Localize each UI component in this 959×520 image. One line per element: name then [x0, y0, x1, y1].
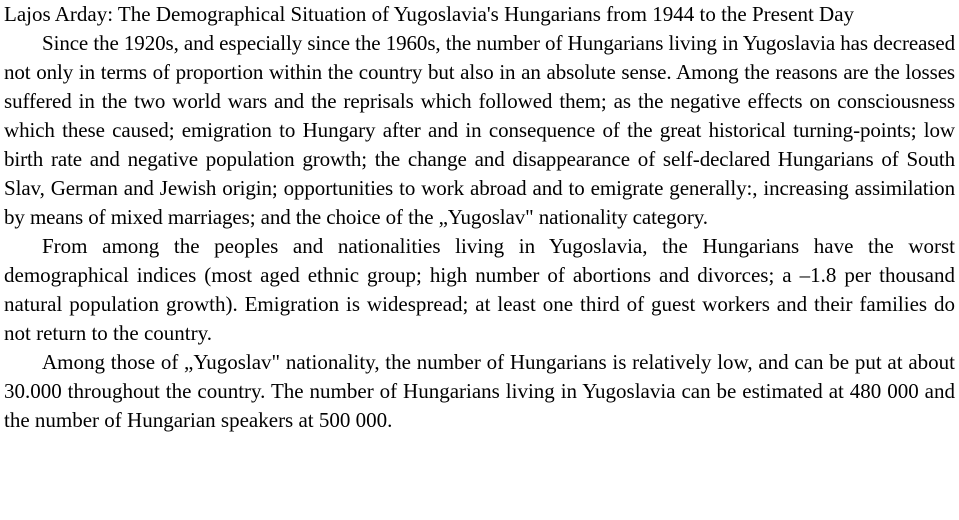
- document-body: [4, 0, 955, 435]
- paragraph-1: Since the 1920s, and especially since the 1960s, the number of Hungarians living in Yugoslavia has decreased not only in terms of proportion within the country but also in an absolute sense. Among the reasons are the losses suffered in the two world wars and the reprisals which followed them; as the negative effects on consciousness which these caused; emigration to Hungary after and in consequence of the great historical turning-points; low birth rate and negative population growth; the change and disappearance of self-declared Hungarians of South Slav, German and Jewish origin; opportunities to work abroad and to emigrate generally:, increasing assimilation by means of mixed marriages; and the choice of the „Yugoslav" nationality category.: [4, 31, 955, 229]
- document-title: Lajos Arday: The Demographical Situation of Yugoslavia's Hungarians from 1944 to the Present Day: [4, 2, 855, 26]
- paragraph-3: Among those of „Yugoslav" nationality, the number of Hungarians is relatively low, and can be put at about 30.000 throughout the country. The number of Hungarians living in Yugoslavia can be estimated at 480 000 and the number of Hungarian speakers at 500 000.: [4, 350, 955, 432]
- paragraph-2: From among the peoples and nationalities living in Yugoslavia, the Hungarians have the worst demographical indices (most aged ethnic group; high number of abortions and divorces; a –1.8 per thousand natural population growth). Emigration is widespread; at least one third of guest workers and their families do not return to the country.: [4, 234, 955, 345]
